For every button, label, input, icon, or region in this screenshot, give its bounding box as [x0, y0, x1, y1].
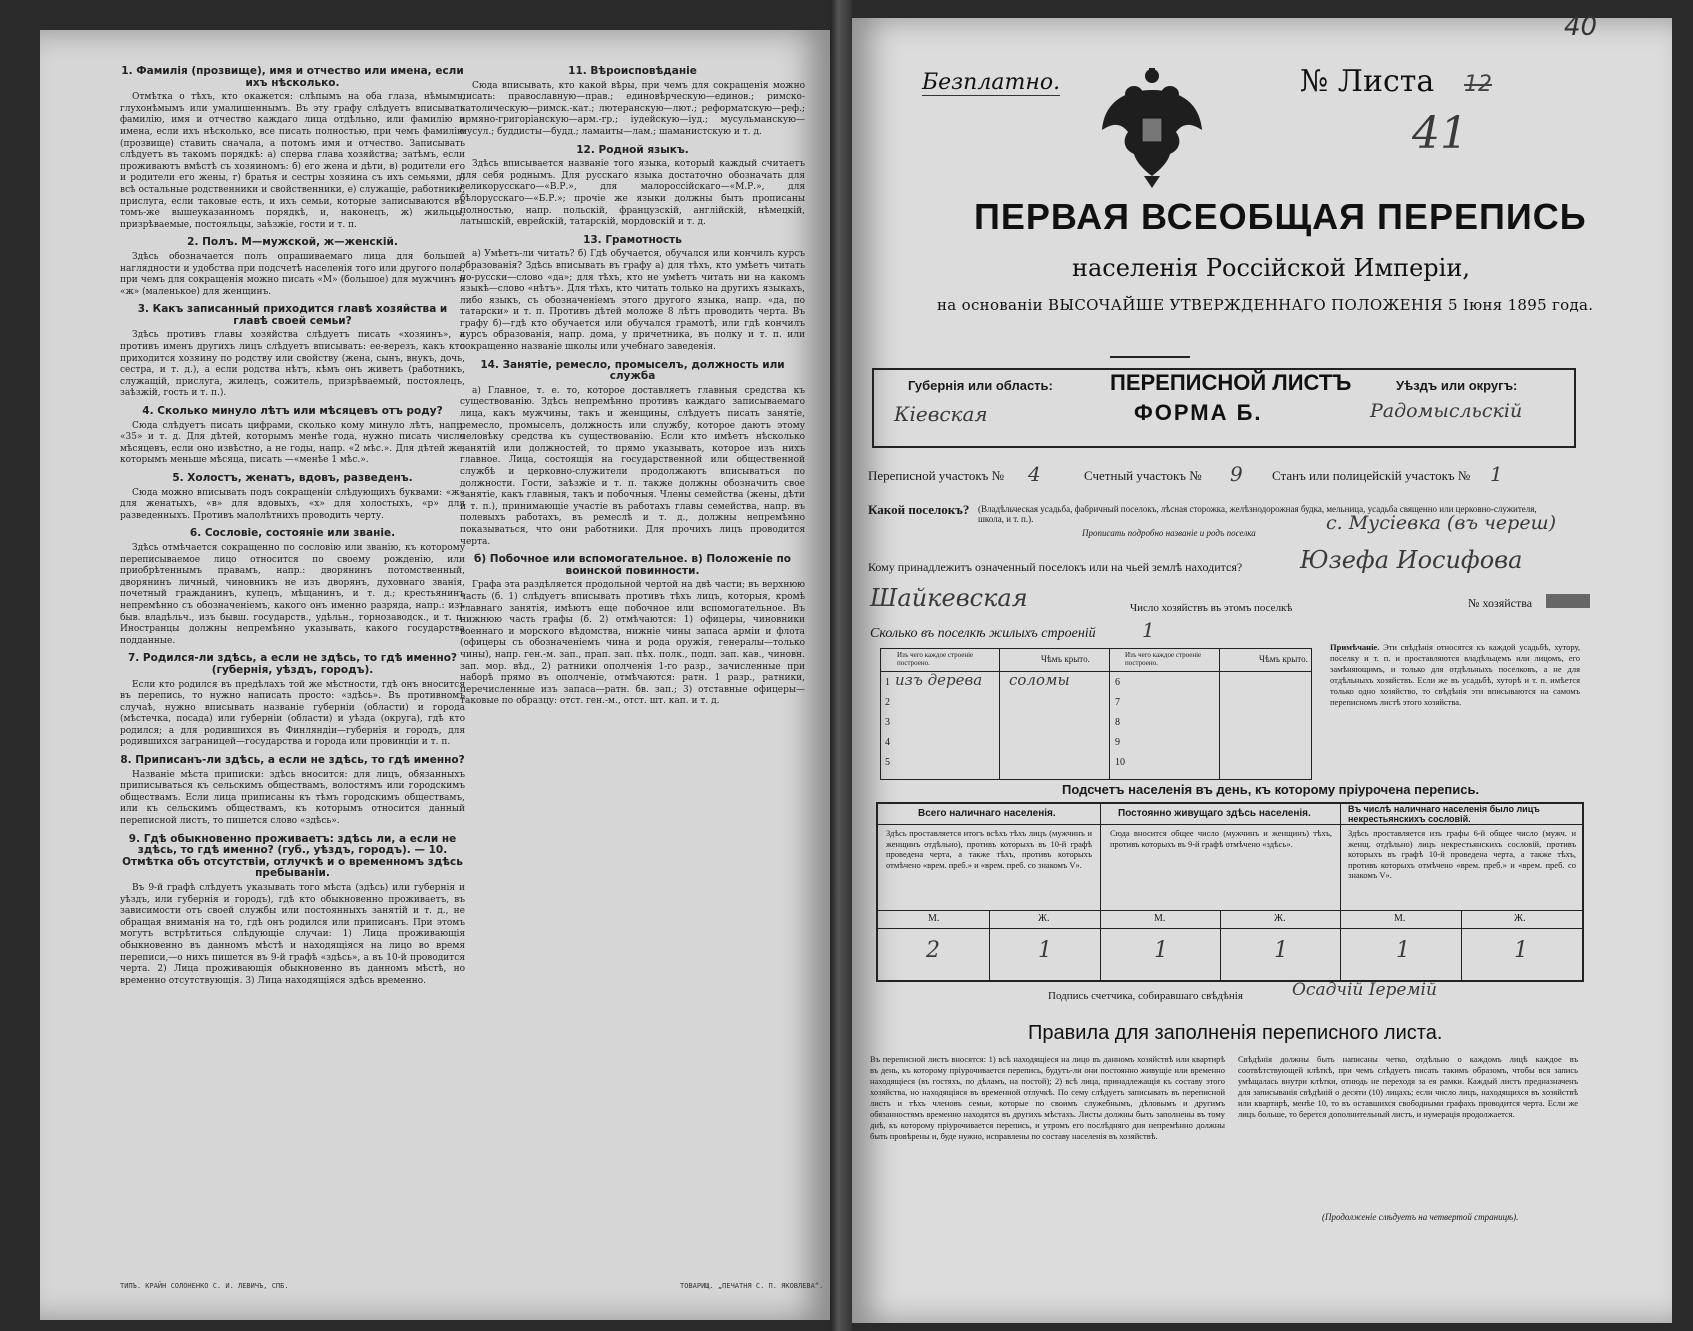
- male-label: М.: [1154, 913, 1166, 924]
- roof-cell: соломы: [1009, 671, 1070, 689]
- count-col-header: Всего наличнаго населенiя.: [918, 808, 1056, 819]
- section-text: Сюда слѣдуетъ писать цифрами, сколько кому минуло лѣтъ, напр. «35» и т. д. Для дѣтей, которымъ менѣе года, нужно писать число мѣсяцевъ, если оно извѣстно, а не годы, напр. «2 мѣс.». Для дѣтей же, которымъ меньше мѣсяца, писать —«менѣе 1 мѣс.».: [120, 420, 465, 466]
- section-text: Сюда можно вписывать подъ сокращенiи слѣдующихъ буквами: «ж» для женатыхъ, «в» для вдовыхъ, «х» для холостыхъ, «р» для разведенныхъ. Противъ малолѣтнихъ проводить черту.: [120, 487, 465, 521]
- buildings-note: [1330, 642, 1580, 708]
- count-col-header: Въ числѣ наличнаго населенiя было лицъ некрестьянскихъ сословiй.: [1348, 804, 1540, 824]
- free-label: Безплатно.: [922, 70, 1061, 95]
- printer-imprint: ТИПЪ. КРАЙН СОЛОНЕНКО С. И. ЛЕВИЧЪ, СПБ.: [120, 1282, 289, 1290]
- row-number: 7: [1115, 697, 1120, 708]
- row-number: 6: [1115, 677, 1120, 688]
- rules-right-column: Свѣдѣнiя должны быть написаны четко, отдѣльно о каждомъ лицѣ каждое въ соотвѣтствующей клѣткѣ, при чемъ слѣдуетъ писать такимъ образомъ, чтобы вся запись умѣщалась внутри клѣтки, отнюдь не переходя за ея рамки. Каждый листъ предназначенъ для записыванiя свѣдѣнiй о десяти (10) лицахъ; если число лицъ, находящихся въ хозяйствѣ или квартирѣ, менѣе 10, то въ оставшихся свободными графахъ проводится черта. Если же лицъ больше, то берется дополнительный листъ, и нумерацiя продолжается.: [1238, 1054, 1578, 1119]
- instructions-column-a: [120, 60, 465, 990]
- section-title: 13. Грамотность: [583, 233, 682, 246]
- archive-page-number: 40: [1564, 12, 1598, 42]
- total-male-count: 2: [926, 938, 940, 963]
- form-header-box: [872, 368, 1576, 448]
- total-female-count: 1: [1038, 938, 1052, 963]
- census-form-page: [852, 12, 1672, 1323]
- section-text: Здѣсь противъ главы хозяйства слѣдуетъ писать «хозяинъ», а противъ именъ другихъ лицъ слѣдуетъ вписывать: ее-верезъ, какъ кто приходится хозяину по родству или свойству (жена, сынъ, внукъ, дочь, сестра, и т. д.), а если родства нѣтъ, кѣмъ онъ живетъ (работникъ, служащiй, прислуга, жилецъ, сожитель, призрѣваемый, постоялецъ, заѣзжiй, гость и т. п.).: [120, 330, 465, 399]
- imperial-eagle-emblem: [1100, 66, 1204, 190]
- uezd-label: Уѣздъ или округъ:: [1396, 378, 1518, 393]
- count-title: Подсчетъ населенiя въ день, къ которому прiурочена перепись.: [1062, 782, 1480, 797]
- household-no-label: № хозяйства: [1468, 596, 1533, 610]
- book-binding: [830, 0, 852, 1331]
- gubernia-label: Губернiя или область:: [908, 378, 1053, 393]
- section-text: Здѣсь вписывается названiе того языка, который каждый считаетъ для себя роднымъ. Для русскаго языка достаточно обозначать для великорусскаго—«В.Р.», для малороссiйскаго—«М.Р.», для бѣлорусскаго—«Б.Р.»; прочiе же языки должны быть прописаны полностью, напр. польскiй, французскiй, англiйскiй, нѣмецкiй, латышскiй, еврейскiй, татарскiй, мордовскiй и т. д.: [460, 159, 805, 228]
- continuation-note: (Продолженiе слѣдуетъ на четвертой страницѣ).: [1322, 1212, 1519, 1222]
- rules-left-column: Въ переписной листъ вносятся: 1) всѣ находящiеся на лицо въ данномъ хозяйствѣ или квартирѣ въ день, къ которому прiурочивается перепись, будутъ-ли они постоянно живущiе или временно находящiеся (въ гостяхъ, по дѣламъ, на постой); 2) всѣ лица, принадлежащiя къ составу этого хозяйства, но находящiяся въ временной отлучкѣ. По сему слѣдуетъ записывать въ переписной листъ и тѣхъ членовъ семьи, которые по своимъ служебнымъ, дѣловымъ и другимъ обязанностямъ временно находятся въ другихъ мѣстахъ. Листы должны быть заполнены въ тому днѣ, къ которому прiурочивается перепись, и утромъ его послѣдняго дня непремѣнно должны быть провѣрены и, буде нужно, исправлены по составу населенiя въ хозяйствѣ.: [870, 1054, 1225, 1141]
- sheet-label: № Листа: [1300, 64, 1435, 99]
- row-number: 10: [1115, 757, 1125, 768]
- sheet-number-printed: 12: [1464, 72, 1492, 97]
- note-title: Примѣчанiе.: [1330, 642, 1380, 652]
- material-cell: изъ дерева: [895, 671, 983, 689]
- settlement-value: с. Мусiевка (въ череш): [1326, 512, 1556, 534]
- col-material-header: Изъ чего каждое строенiе построено.: [1125, 651, 1202, 667]
- form-type: ФОРМА Б.: [1134, 400, 1263, 425]
- section-title: 12. Родной языкъ.: [576, 143, 689, 156]
- col-material-header: Изъ чего каждое строенiе построено.: [897, 651, 974, 667]
- col-roof-header: Чѣмъ крыто.: [1041, 654, 1090, 664]
- section-title: 3. Какъ записанный приходится главѣ хозяйства и главѣ своей семьи?: [137, 303, 448, 327]
- stan-label: Станъ или полицейскiй участокъ №: [1272, 468, 1471, 483]
- form-main-title: ПЕРВАЯ ВСЕОБЩАЯ ПЕРЕПИСЬ: [974, 196, 1587, 237]
- settlement-hint-2: Прописать подробно названiе и родъ поселка: [1082, 528, 1256, 538]
- count-col-header: Постоянно живущаго здѣсь населенiя.: [1118, 808, 1311, 819]
- owner-label: Кому принадлежитъ означенный поселокъ или на чьей землѣ находится?: [868, 560, 1243, 574]
- printer-imprint: ТОВАРИЩ. „ПЕЧАТНЯ С. П. ЯКОВЛЕВА“.: [680, 1282, 824, 1290]
- section-text: Если кто родился въ предѣлахъ той же мѣстности, гдѣ онъ вносится въ перепись, то нужно написать просто: «здѣсь». Въ противномъ случаѣ, нужно вписывать названiе губернiи (области) и города (мѣстечка, посада) или губернiи (области) и уѣзда (округа), гдѣ кто родился; а для родившихся въ Финляндiи—губернiя и городъ, для родившихся заграницей—государства и города или провинцiи и т. п.: [120, 679, 465, 748]
- section-text: Въ 9-й графѣ слѣдуетъ указывать того мѣста (здѣсь) или губернiя и уѣздъ, или губернiя и городъ), гдѣ кто обыкновенно проживаетъ, въ зависимости отъ своей службы или постоянныхъ занятiй и т. д., не обращая вниманiя на то, гдѣ онъ родился или приписанъ. При этомъ могутъ встрѣтиться слѣдующiе случаи: 1) Лица проживающiя обыкновенно въ данномъ мѣстѣ и находящiяся на лицо во время переписи,—о нихъ пишется въ 9-й графѣ «здѣсь», а въ 10-й проводится черта. 2) Лица проживающiя обыкновенно въ данномъ мѣстѣ, но временно отсутствующiя. 3) Лица находящiяся здѣсь временно.: [120, 883, 465, 986]
- row-number: 3: [885, 717, 890, 728]
- section-title: 5. Холостъ, женатъ, вдовъ, разведенъ.: [172, 472, 413, 484]
- male-label: М.: [1394, 913, 1406, 924]
- gubernia-value: Кiевская: [894, 402, 988, 426]
- left-page: [40, 30, 830, 1320]
- section-text: Отмѣтка о тѣхъ, кто окажется: слѣпымъ на оба глаза, нѣмымъ, глухонѣмымъ или умалишеннымъ. Въ эту графу слѣдуетъ вписывать фамилiю, имя и отчество каждаго лица отдѣльно, или фамилiю и имена, если ихъ нѣсколько, все писать полностью, при чемъ фамилiю (прозвище) ставить сначала, а потомъ имя и отчество. Записывать слѣдуетъ въ такомъ порядкѣ: а) сперва глава хозяйства; затѣмъ, если проживаютъ вмѣстѣ съ хозяиномъ: б) его жена и дѣти, в) родители его и родители его жены, г) братья и сестры хозяина съ ихъ семьями, д) всѣ остальные родственники и свойственники, е) служащiе, работники, прислуга, если таковые есть, и ихъ семьи, которые записываются въ томъ-же вышеуказанномъ порядкѣ, и, наконецъ, ж) жильцы, призрѣваемые, постояльцы, заѣзжiе, гости и т. п.: [120, 92, 465, 230]
- buildings-label: Сколько въ поселкѣ жилыхъ строенiй: [870, 626, 1096, 641]
- form-title: ПЕРЕПИСНОЙ ЛИСТЪ: [1110, 370, 1352, 395]
- stan-value: 1: [1490, 462, 1503, 486]
- buildings-value: 1: [1142, 618, 1155, 642]
- section-text: Здѣсь обозначается полъ опрашиваемаго лица для большей наглядности и удобства при подсчетѣ населенiя того или другого пола, при чемъ для сокращенiя можно писать «М» (большое) для мужчинъ и «ж» (маленькое) для женщинъ.: [120, 251, 465, 297]
- counting-district-value: 9: [1230, 462, 1243, 486]
- settlement-label: Какой поселокъ?: [868, 502, 970, 517]
- section-title: б) Побочное или вспомогательное. в) Положенiе по воинской повинности.: [474, 553, 791, 577]
- female-label: Ж.: [1514, 913, 1526, 924]
- row-number: 4: [885, 737, 890, 748]
- census-district-value: 4: [1028, 462, 1041, 486]
- section-title: 1. Фамилiя (прозвище), имя и отчество или имена, если ихъ нѣсколько.: [121, 65, 464, 89]
- section-text: Здѣсь отмѣчается сокращенно по сословiю или званiю, къ которому переписываемое лицо относится по своему рожденiю, или приобрѣтеннымъ правамъ, напр.: дворянинъ потомственный, дворянинъ личный, чиновникъ не изъ дворянъ, духовнаго званiя, почетный гражданинъ, купецъ, мѣщанинъ, и т. д.; крестьянинъ непремѣнно съ обозначенiемъ, какого онъ именно разряда, напр.: изъ быв. владѣльч., изъ бывш. государств., удѣльн., горнозаводск., и т. п. Иностранцы должны непремѣнно указывать, какого государства подданные.: [120, 542, 465, 646]
- col-roof-header: Чѣмъ крыто.: [1259, 654, 1308, 664]
- owner-value-1: Юзефа Иосифова: [1300, 546, 1523, 574]
- row-number: 9: [1115, 737, 1120, 748]
- section-text: а) Умѣетъ-ли читать? б) Гдѣ обучается, обучался или кончилъ курсъ образованiя? Здѣсь вписывать въ графу а) для тѣхъ, кто умѣетъ читать по-русски—слово «да»; для тѣхъ, кто не умѣетъ читать ни на какомъ языкѣ—слово «нѣтъ». Для тѣхъ, кто читать только на другихъ языкахъ, либо языкъ, съ обозначенiемъ этого другого языка, напр. «да, по татарски» и т. п. Противъ дѣтей моложе 8 лѣтъ проводить черта. Въ графу б)—гдѣ кто обучается или обучался грамотѣ, или гдѣ кончилъ курсъ образованiя, напр. дома, у причетника, въ полку и т. п. или сокращенно названiе школы или учебнаго заведенiя.: [460, 249, 805, 353]
- owner-value-2: Шайкевская: [870, 584, 1028, 612]
- section-title: 4. Сколько минуло лѣтъ или мѣсяцевъ отъ роду?: [142, 405, 443, 418]
- section-text: а) Главное, т. е. то, которое доставляетъ главныя средства къ существованiю. Здѣсь непремѣнно противъ каждаго записываемаго лица, какъ мужчины, такъ и женщины, слѣдуетъ писать занятiе, ремесло, промыселъ, должность или службу, которое даютъ этому человѣку средства къ существованiю. Если кто имѣетъ нѣсколько занятiй или должностей, то прямо указывать, которое изъ нихъ главное. Лица, состоящiя на государственной или общественной службѣ и церковно-служители продолжаютъ вписываться по должности. Гости, заѣзжiе и т. п. также должны обозначить свое занятiе, какъ главныя, такъ и побочныя. Члены семейства (жены, дѣти и т. п.), принимающiе участiе въ работахъ главы семейства, напр. въ полевыхъ работахъ, въ ремеслѣ и т. д., должны непремѣнно показываться, что они работники. Для прочихъ лицъ проводится черта.: [460, 385, 805, 547]
- section-title: 14. Занятiе, ремесло, промыселъ, должность или служба: [480, 358, 785, 383]
- census-district-label: Переписной участокъ №: [868, 468, 1005, 483]
- section-title: 2. Полъ. М—мужской, ж—женскiй.: [187, 236, 398, 249]
- households-label: Число хозяйствъ въ этомъ поселкѣ: [1130, 602, 1293, 614]
- resident-female-count: 1: [1274, 938, 1288, 963]
- count-col-desc: Здѣсь проставляется итогъ всѣхъ тѣхъ лицъ (мужчинъ и женщинъ отдѣльно), противъ которыхъ въ 10-й графѣ проведена черта, а также тѣхъ, противъ которыхъ отмѣчено «врем. преб.» и «врем. преб. со знакомъ V».: [886, 828, 1092, 870]
- sheet-number-handwritten: 41: [1412, 108, 1468, 159]
- female-label: Ж.: [1038, 913, 1050, 924]
- settlement-hint: (Владѣльческая усадьба, фабричный поселокъ, лѣсная сторожка, желѣзнодорожная будка, мельница, усадьба священно или церковно-служителя, школа, и т. п.).: [978, 504, 1537, 524]
- section-text: Названiе мѣста приписки: здѣсь вносится: для лицъ, обязанныхъ приписываться къ сельскимъ обществамъ, волостямъ или городскимъ обществамъ. Если лица приписаны къ тѣмъ городскимъ обществамъ, или къ сельскимъ обществамъ, къ которымъ относится данный переписной листъ, то пишется слово «здѣсь».: [120, 769, 465, 827]
- signature-label: Подпись счетчика, собиравшаго свѣдѣнiя: [1048, 990, 1243, 1002]
- instructions-column-b: [460, 60, 805, 711]
- counting-district-label: Счетный участокъ №: [1084, 468, 1202, 483]
- section-title: 11. Вѣроисповѣданiе: [568, 65, 697, 77]
- count-col-desc: Сюда вносится общее число (мужчинъ и женщинъ) тѣхъ, противъ которыхъ въ 9-й графѣ отмѣчено «здѣсь».: [1110, 828, 1332, 849]
- count-col-desc: Здѣсь проставляется изъ графы 6-й общее число (мужч. и женщ. отдѣльно) лицъ некрестьянскихъ сословiй, противъ которыхъ въ графѣ 10-й проведена черта, а также тѣхъ, противъ которыхъ отмѣчено «врем. преб.» и «врем. преб. со знакомъ V».: [1348, 828, 1576, 880]
- section-text: Графа эта раздѣляется продольной чертой на двѣ части; въ верхнюю часть (б. 1) слѣдуетъ вписывать противъ тѣхъ лицъ, которыя, кромѣ главнаго занятiя, имѣютъ еще побочное или вспомогательное. Въ нижнюю часть графы (б. 2) отмѣчаются: 1) офицеры, чиновники военнаго и морского вѣдомства, нижнiе чины запаса армiи и флота (офицеры съ обозначенiемъ чина и рода оружiя, генералы—только чины), напр. ген.-м. зап., прап. зап. пѣх. полк., подп. зап. кав., чиновн. зап. мор. вѣд., 2) ратники ополченiя 1-го разр., зачисленные при наборѣ прямо въ ополченiе, отмѣчаются: ратн. 1 разр., ратники, перечисленные изъ запаса—ратн. бв. зап.; 3) отставные офицеры—таковые по образцу: отст. ген.-м., отст. шт. кап. и т. д.: [460, 580, 805, 707]
- row-number: 5: [885, 757, 890, 768]
- row-number: 1: [885, 677, 890, 688]
- resident-male-count: 1: [1154, 938, 1168, 963]
- redacted-value: [1546, 594, 1590, 608]
- non-peasant-female-count: 1: [1514, 938, 1528, 963]
- form-basis: на основанiи ВЫСОЧАЙШЕ УТВЕРЖДЕННАГО ПОЛОЖЕНIЯ 5 Iюня 1895 года.: [937, 296, 1594, 314]
- divider: [1110, 356, 1190, 358]
- section-title: 9. Гдѣ обыкновенно проживаетъ: здѣсь ли, а если не здѣсь, то гдѣ именно? (губ., уѣздъ, городъ). — 10. Отмѣтка объ отсутствiи, отлучкѣ и о временномъ здѣсь пребыванiи.: [122, 832, 463, 880]
- row-number: 2: [885, 697, 890, 708]
- uezd-value: Радомысльскiй: [1370, 400, 1523, 422]
- population-count-table: [876, 802, 1584, 982]
- section-title: 6. Сословiе, состоянiе или званiе.: [189, 527, 396, 540]
- female-label: Ж.: [1274, 913, 1286, 924]
- note-text: Эти свѣдѣнiя относятся къ каждой усадьбѣ, хутору, поселку и т. п. и проставляются владѣльцемъ или лицомъ, его замѣняющимъ, и только для отдѣльныхъ поселковъ, а не для отдѣльныхъ хозяйствъ. Если же въ усадьбѣ, хуторѣ и т. п. имѣется только одно хозяйство, то свѣдѣнiя эти вписываются на самомъ переписномъ листѣ этого хозяйства.: [1330, 642, 1581, 707]
- non-peasant-male-count: 1: [1396, 938, 1410, 963]
- buildings-table: [880, 648, 1312, 780]
- rules-title: Правила для заполненiя переписного листа.: [1028, 1022, 1443, 1044]
- row-number: 8: [1115, 717, 1120, 728]
- section-text: Сюда вписывать, кто какой вѣры, при чемъ для сокращенiя можно писать: православную—прав.; единовѣрческую—единов.; римско-католическую—римск.-кат.; лютеранскую—лют.; реформатскую—реф.; армяно-григорiанскую—арм.-гр.; iудейскую—iуд.; мусульманскую—мусул.; буддисты—будд.; ламаиты—лам.; шаманистскую и т. д.: [460, 80, 805, 137]
- signature-value: Осадчiй Iеремiй: [1292, 980, 1437, 1000]
- section-title: 8. Приписанъ-ли здѣсь, а если не здѣсь, то гдѣ именно?: [120, 754, 465, 767]
- male-label: М.: [928, 913, 940, 924]
- form-subtitle: населенiя Россiйской Имперiи,: [1072, 254, 1470, 282]
- section-title: 7. Родился-ли здѣсь, а если не здѣсь, то гдѣ именно? (губернiя, уѣздъ, городъ).: [127, 652, 458, 676]
